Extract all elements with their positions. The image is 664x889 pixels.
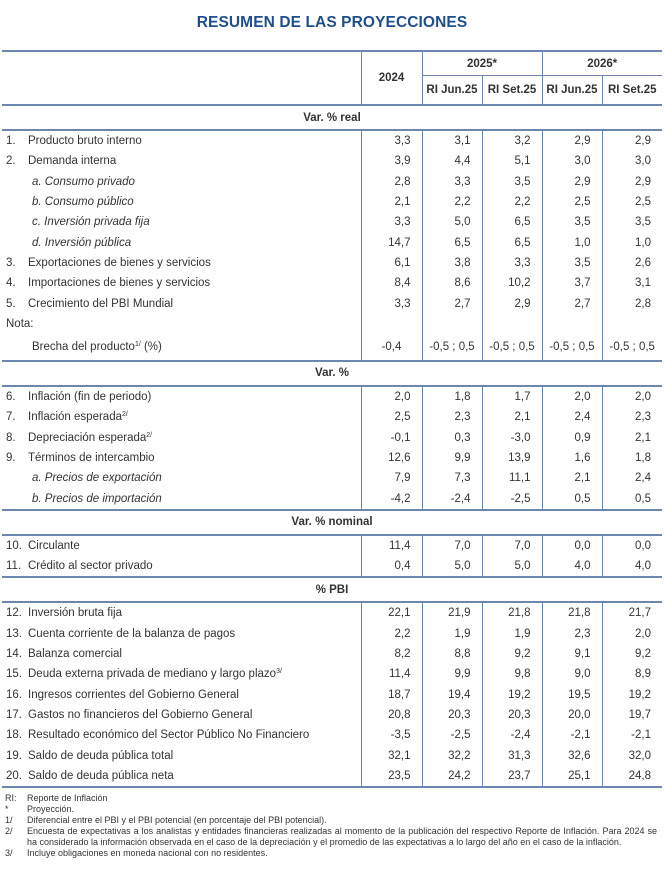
row-label-text: Términos de intercambio xyxy=(28,452,155,464)
row-label xyxy=(2,192,361,212)
value-cell: 24,8 xyxy=(602,766,662,787)
row-label xyxy=(2,273,361,293)
value-cell: 18,7 xyxy=(361,685,422,705)
section-header xyxy=(2,510,662,535)
value-cell: 0,9 xyxy=(542,428,602,448)
row-label xyxy=(2,644,361,664)
value-cell: 2,1 xyxy=(602,428,662,448)
value-cell: 6,5 xyxy=(482,232,542,252)
value-cell: 0,4 xyxy=(361,556,422,577)
value-cell: 3,3 xyxy=(361,293,422,313)
table-row xyxy=(2,314,662,334)
value-cell: 2,2 xyxy=(482,192,542,212)
row-label-text: d. Inversión pública xyxy=(32,236,132,249)
value-cell: 3,3 xyxy=(361,130,422,151)
table-row xyxy=(2,664,662,684)
value-cell: -2,4 xyxy=(422,488,482,509)
row-label-text: Resultado económico del Sector Público No Financiero xyxy=(28,729,310,742)
value-cell: 6,1 xyxy=(361,253,422,273)
value-cell: 5,0 xyxy=(422,556,482,577)
row-label-text: Brecha del producto xyxy=(32,340,135,353)
row-label xyxy=(2,602,361,623)
value-cell: 25,1 xyxy=(542,766,602,787)
footnote-key: 1/ xyxy=(5,815,13,825)
value-cell: 11,4 xyxy=(361,535,422,556)
value-cell: 9,2 xyxy=(482,644,542,664)
value-cell: 3,1 xyxy=(422,130,482,151)
footnote-ref: 2/ xyxy=(146,431,153,439)
row-number: 19. xyxy=(6,749,22,762)
value-cell: 2,1 xyxy=(361,192,422,212)
value-cell: -0,4 xyxy=(361,334,422,361)
value-cell: -4,2 xyxy=(361,488,422,509)
row-label-text: a. Consumo privado xyxy=(32,175,135,188)
row-number: 18. xyxy=(6,729,22,742)
value-cell: -3,0 xyxy=(482,428,542,448)
page-title: RESUMEN DE LAS PROYECCIONES xyxy=(196,14,468,31)
value-cell: 0,3 xyxy=(422,428,482,448)
value-cell: 3,3 xyxy=(361,212,422,232)
value-cell: 7,3 xyxy=(422,468,482,488)
value-cell: -0,5 ; 0,5 xyxy=(542,334,602,361)
value-cell: 32,6 xyxy=(542,745,602,765)
value-cell: 20,3 xyxy=(482,705,542,725)
footnote-key: * xyxy=(5,804,9,814)
row-label-text: Exportaciones de bienes y servicios xyxy=(28,256,211,269)
row-label xyxy=(2,334,361,361)
value-cell: 4,0 xyxy=(542,556,602,577)
value-cell: 1,0 xyxy=(542,232,602,252)
row-label xyxy=(2,535,361,556)
table-row xyxy=(2,602,662,623)
value-cell: 3,0 xyxy=(542,151,602,171)
header-2025-ri-jun: RI Jun.25 xyxy=(422,76,482,106)
value-cell: 3,2 xyxy=(482,130,542,151)
row-label-text: Deuda externa privada de mediano y largo plazo xyxy=(28,668,277,681)
value-cell: 19,7 xyxy=(602,705,662,725)
row-label-text: b. Consumo público xyxy=(32,196,134,209)
header-2025-ri-set: RI Set.25 xyxy=(482,76,542,106)
value-cell: 3,1 xyxy=(602,273,662,293)
row-label xyxy=(2,130,361,151)
value-cell: 2,9 xyxy=(602,172,662,192)
section-title: % PBI xyxy=(2,577,662,602)
row-label xyxy=(2,253,361,273)
row-label-text: Circulante xyxy=(28,539,80,552)
value-cell: -3,5 xyxy=(361,725,422,745)
row-label xyxy=(2,745,361,765)
value-cell: 2,1 xyxy=(542,468,602,488)
row-label xyxy=(2,766,361,787)
row-number: 14. xyxy=(6,648,22,661)
footnote xyxy=(5,826,657,848)
value-cell: 32,1 xyxy=(361,745,422,765)
value-cell: 2,5 xyxy=(602,192,662,212)
section-title: Var. % real xyxy=(2,105,662,130)
value-cell: 3,3 xyxy=(422,172,482,192)
header-group-2026: 2026* xyxy=(542,51,662,76)
value-cell: 7,9 xyxy=(361,468,422,488)
value-cell: 2,5 xyxy=(361,407,422,427)
value-cell: 12,6 xyxy=(361,448,422,468)
row-number: 5. xyxy=(6,297,16,310)
row-number: 2. xyxy=(6,155,16,168)
row-number: 11. xyxy=(6,560,22,573)
value-cell: 1,8 xyxy=(602,448,662,468)
table-row xyxy=(2,556,662,577)
value-cell: -2,5 xyxy=(422,725,482,745)
value-cell: 8,4 xyxy=(361,273,422,293)
table-row xyxy=(2,644,662,664)
value-cell: -0,5 ; 0,5 xyxy=(422,334,482,361)
value-cell: 2,0 xyxy=(602,386,662,407)
table-row xyxy=(2,273,662,293)
footnote xyxy=(5,815,657,826)
value-cell: -2,5 xyxy=(482,488,542,509)
value-cell: 21,9 xyxy=(422,602,482,623)
table-row xyxy=(2,428,662,448)
footnote xyxy=(5,804,657,815)
row-label-text: a. Precios de exportación xyxy=(32,472,162,485)
row-label-text: Cuenta corriente de la balanza de pagos xyxy=(28,627,236,640)
value-cell: 13,9 xyxy=(482,448,542,468)
value-cell: 5,0 xyxy=(422,212,482,232)
row-number: 4. xyxy=(6,277,16,290)
note-label: Nota: xyxy=(6,317,34,330)
value-cell: 21,7 xyxy=(602,602,662,623)
value-cell: 8,6 xyxy=(422,273,482,293)
table-row xyxy=(2,488,662,509)
table-row xyxy=(2,766,662,787)
value-cell: -2,1 xyxy=(602,725,662,745)
row-label xyxy=(2,172,361,192)
row-label-text: Demanda interna xyxy=(28,155,117,168)
row-label-text: Inflación esperada xyxy=(28,411,122,424)
value-cell: 31,3 xyxy=(482,745,542,765)
table-row xyxy=(2,232,662,252)
value-cell: 2,9 xyxy=(482,293,542,313)
header-empty-label-cell xyxy=(2,51,361,105)
row-label-text: Ingresos corrientes del Gobierno General xyxy=(28,688,239,701)
row-label xyxy=(2,624,361,644)
value-cell: 19,2 xyxy=(602,685,662,705)
value-cell: -2,1 xyxy=(542,725,602,745)
row-label xyxy=(2,293,361,313)
value-cell: 2,0 xyxy=(542,386,602,407)
header-2026-ri-jun: RI Jun.25 xyxy=(542,76,602,106)
table-row xyxy=(2,130,662,151)
row-label-text: Saldo de deuda pública neta xyxy=(28,769,174,782)
row-label-text: Gastos no financieros del Gobierno General xyxy=(28,708,253,721)
value-cell: 0,0 xyxy=(602,535,662,556)
row-number: 9. xyxy=(6,452,16,464)
value-cell: 3,7 xyxy=(542,273,602,293)
value-cell: 2,2 xyxy=(422,192,482,212)
row-label-text: Inflación (fin de periodo) xyxy=(28,391,152,404)
row-number: 15. xyxy=(6,668,22,681)
row-number: 10. xyxy=(6,539,22,552)
row-label-text: Crédito al sector privado xyxy=(28,560,153,573)
row-number: 17. xyxy=(6,708,22,721)
row-label-text: Producto bruto interno xyxy=(28,135,142,148)
value-cell: 2,7 xyxy=(542,293,602,313)
value-cell: 2,2 xyxy=(361,624,422,644)
table-row xyxy=(2,212,662,232)
table-row xyxy=(2,334,662,361)
header-group-2025: 2025* xyxy=(422,51,542,76)
table-row xyxy=(2,253,662,273)
value-cell: 2,3 xyxy=(542,624,602,644)
value-cell: 22,1 xyxy=(361,602,422,623)
value-cell: 1,7 xyxy=(482,386,542,407)
value-cell: 23,5 xyxy=(361,766,422,787)
row-label xyxy=(2,705,361,725)
footnote-key: RI: xyxy=(5,793,17,803)
empty-cell xyxy=(422,314,482,334)
row-label xyxy=(2,212,361,232)
row-label xyxy=(2,448,361,468)
row-label xyxy=(2,151,361,171)
table-row xyxy=(2,293,662,313)
value-cell: 2,0 xyxy=(602,624,662,644)
value-cell: 1,8 xyxy=(422,386,482,407)
row-number: 8. xyxy=(6,431,16,444)
value-cell: 9,1 xyxy=(542,644,602,664)
value-cell: 2,6 xyxy=(602,253,662,273)
row-label-suffix: (%) xyxy=(140,340,162,353)
value-cell: 9,9 xyxy=(422,664,482,684)
value-cell: 0,5 xyxy=(542,488,602,509)
table-row xyxy=(2,448,662,468)
value-cell: 4,4 xyxy=(422,151,482,171)
value-cell: 1,9 xyxy=(482,624,542,644)
table-row xyxy=(2,535,662,556)
section-header xyxy=(2,361,662,386)
row-number: 16. xyxy=(6,688,22,701)
row-label xyxy=(2,407,361,427)
value-cell: 7,0 xyxy=(422,535,482,556)
value-cell: 10,2 xyxy=(482,273,542,293)
table-row xyxy=(2,468,662,488)
value-cell: 2,9 xyxy=(542,172,602,192)
row-label xyxy=(2,232,361,252)
footnote xyxy=(5,793,657,804)
value-cell: 9,0 xyxy=(542,664,602,684)
value-cell: 2,9 xyxy=(602,130,662,151)
row-label-text: b. Precios de importación xyxy=(32,492,162,505)
row-label-text: Saldo de deuda pública total xyxy=(28,749,174,762)
value-cell: 2,3 xyxy=(602,407,662,427)
value-cell: -2,4 xyxy=(482,725,542,745)
table-row xyxy=(2,407,662,427)
row-label xyxy=(2,468,361,488)
value-cell: 2,8 xyxy=(602,293,662,313)
footnote-text: Encuesta de expectativas a los analistas y entidades financieras realizadas al momento de la publicación del respectivo Reporte de Inflación. Para 2024 se ha considerado la información observada en el caso de la depreciación y el promedio de las expectativas a lo largo del año en el caso de la inflación. xyxy=(27,826,657,847)
value-cell: 21,8 xyxy=(542,602,602,623)
row-number: 1. xyxy=(6,135,16,148)
value-cell: 5,0 xyxy=(482,556,542,577)
row-label xyxy=(2,386,361,407)
footnote-ref: 1/ xyxy=(134,340,141,348)
value-cell: 1,0 xyxy=(602,232,662,252)
header-2024: 2024 xyxy=(361,51,422,105)
value-cell: 3,9 xyxy=(361,151,422,171)
footnote-ref: 2/ xyxy=(121,411,128,419)
value-cell: 8,9 xyxy=(602,664,662,684)
footnote xyxy=(5,848,657,859)
value-cell: 19,5 xyxy=(542,685,602,705)
table-row xyxy=(2,151,662,171)
empty-cell xyxy=(482,314,542,334)
value-cell: 9,9 xyxy=(422,448,482,468)
value-cell: -0,5 ; 0,5 xyxy=(482,334,542,361)
section-title: Var. % nominal xyxy=(2,510,662,535)
footnote-text: Proyección. xyxy=(27,804,75,814)
empty-cell xyxy=(602,314,662,334)
value-cell: 2,7 xyxy=(422,293,482,313)
table-row xyxy=(2,386,662,407)
value-cell: -0,5 ; 0,5 xyxy=(602,334,662,361)
table-row xyxy=(2,685,662,705)
value-cell: 3,5 xyxy=(482,172,542,192)
value-cell: 11,1 xyxy=(482,468,542,488)
value-cell: 14,7 xyxy=(361,232,422,252)
value-cell: 3,0 xyxy=(602,151,662,171)
value-cell: 9,8 xyxy=(482,664,542,684)
row-number: 3. xyxy=(6,256,16,269)
value-cell: 32,0 xyxy=(602,745,662,765)
footnote-text: Diferencial entre el PBI y el PBI potencial (en porcentaje del PBI potencial). xyxy=(27,815,327,825)
value-cell: 3,5 xyxy=(602,212,662,232)
value-cell: 8,8 xyxy=(422,644,482,664)
value-cell: 2,0 xyxy=(361,386,422,407)
footnote-text: Reporte de Inflación xyxy=(27,793,108,803)
value-cell: 3,3 xyxy=(482,253,542,273)
value-cell: 20,8 xyxy=(361,705,422,725)
value-cell: 32,2 xyxy=(422,745,482,765)
row-label-text: c. Inversión privada fija xyxy=(32,216,150,229)
row-label-text: Balanza comercial xyxy=(28,648,122,661)
row-label-text: Crecimiento del PBI Mundial xyxy=(28,297,174,310)
footnote-key: 3/ xyxy=(5,848,13,858)
footnotes xyxy=(5,793,657,859)
footnote-ref: 3/ xyxy=(276,668,282,676)
table-row xyxy=(2,705,662,725)
value-cell: -0,1 xyxy=(361,428,422,448)
row-number: 7. xyxy=(6,411,16,424)
value-cell: 3,5 xyxy=(542,253,602,273)
value-cell: 21,8 xyxy=(482,602,542,623)
value-cell: 2,8 xyxy=(361,172,422,192)
value-cell: 2,4 xyxy=(542,407,602,427)
projections-table xyxy=(2,50,662,788)
section-header xyxy=(2,105,662,130)
value-cell: 2,3 xyxy=(422,407,482,427)
row-label xyxy=(2,685,361,705)
value-cell: 24,2 xyxy=(422,766,482,787)
table-row xyxy=(2,192,662,212)
value-cell: 2,4 xyxy=(602,468,662,488)
value-cell: 2,9 xyxy=(542,130,602,151)
value-cell: 6,5 xyxy=(482,212,542,232)
row-label xyxy=(2,556,361,577)
value-cell: 0,0 xyxy=(542,535,602,556)
row-number: 6. xyxy=(6,391,16,404)
value-cell: 19,2 xyxy=(482,685,542,705)
value-cell: 23,7 xyxy=(482,766,542,787)
value-cell: 20,0 xyxy=(542,705,602,725)
value-cell: 20,3 xyxy=(422,705,482,725)
row-number: 20. xyxy=(6,769,22,782)
value-cell: 2,1 xyxy=(482,407,542,427)
section-title: Var. % xyxy=(2,361,662,386)
value-cell: 0,5 xyxy=(602,488,662,509)
value-cell: 1,6 xyxy=(542,448,602,468)
value-cell: 2,5 xyxy=(542,192,602,212)
row-label xyxy=(2,664,361,684)
row-label xyxy=(2,488,361,509)
row-label-text: Depreciación esperada xyxy=(28,431,147,444)
table-row xyxy=(2,624,662,644)
value-cell: 3,5 xyxy=(542,212,602,232)
value-cell: 1,9 xyxy=(422,624,482,644)
row-label xyxy=(2,428,361,448)
table-row xyxy=(2,172,662,192)
value-cell: 6,5 xyxy=(422,232,482,252)
value-cell: 7,0 xyxy=(482,535,542,556)
value-cell: 9,2 xyxy=(602,644,662,664)
value-cell: 8,2 xyxy=(361,644,422,664)
row-label-text: Importaciones de bienes y servicios xyxy=(28,277,211,290)
table-row xyxy=(2,725,662,745)
empty-cell xyxy=(361,314,422,334)
table-row xyxy=(2,745,662,765)
row-label-text: Inversión bruta fija xyxy=(28,607,122,620)
header-2026-ri-set: RI Set.25 xyxy=(602,76,662,106)
value-cell: 19,4 xyxy=(422,685,482,705)
row-number: 12. xyxy=(6,607,22,620)
value-cell: 5,1 xyxy=(482,151,542,171)
row-label xyxy=(2,725,361,745)
row-number: 13. xyxy=(6,627,22,640)
value-cell: 4,0 xyxy=(602,556,662,577)
value-cell: 11,4 xyxy=(361,664,422,684)
table-body xyxy=(2,105,662,787)
footnote-key: 2/ xyxy=(5,826,13,836)
footnote-text: Incluye obligaciones en moneda nacional con no residentes. xyxy=(27,848,268,858)
value-cell: 3,8 xyxy=(422,253,482,273)
empty-cell xyxy=(542,314,602,334)
section-header xyxy=(2,577,662,602)
